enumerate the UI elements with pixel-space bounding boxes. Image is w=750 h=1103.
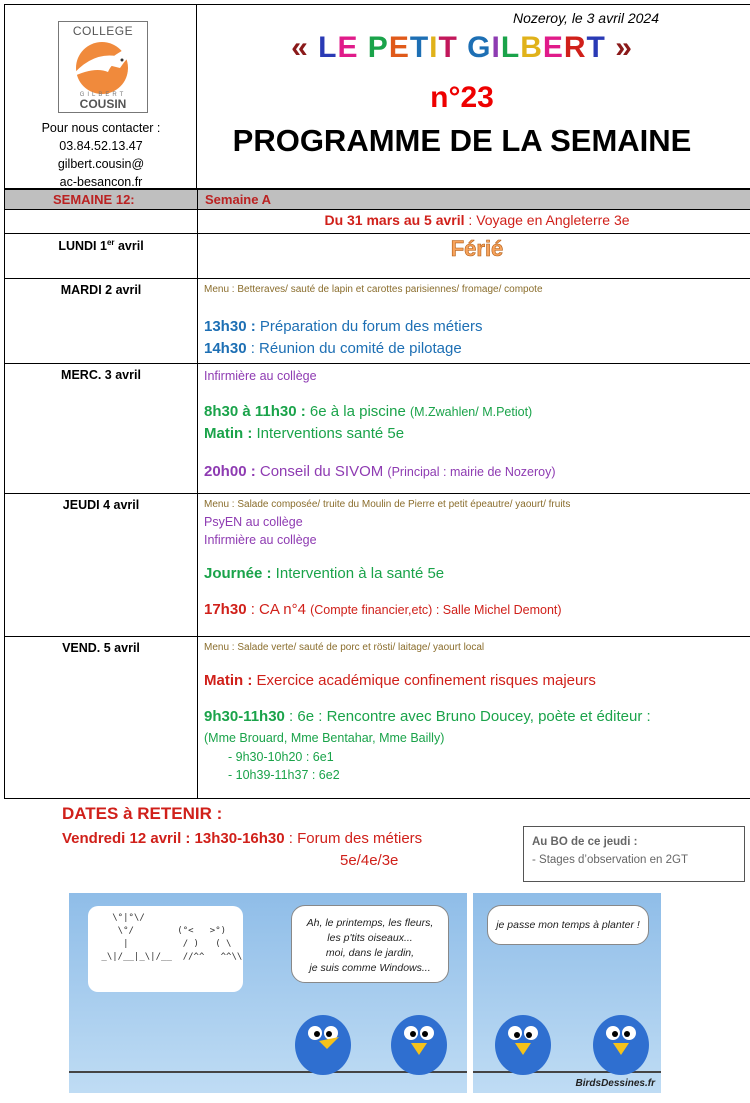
event-text: Préparation du forum des métiers: [255, 318, 483, 335]
bubble-line: moi, dans le jardin,: [325, 947, 415, 959]
menu-line: Menu : Betteraves/ sauté de lapin et carottes parisiennes/ fromage/ compote: [204, 284, 543, 295]
logo-top-text: COLLEGE: [72, 24, 134, 38]
event-text: : Réunion du comité de pilotage: [246, 340, 462, 357]
newsletter-title: [197, 31, 727, 65]
title-letter: E: [388, 31, 410, 64]
event-time: Matin :: [204, 672, 253, 689]
day-row-jeudi: [4, 494, 750, 637]
title-letter: E: [337, 31, 359, 64]
dates-levels: 5e/4e/3e: [340, 852, 399, 869]
title-letter: I: [429, 31, 439, 64]
title-letter: T: [586, 31, 606, 64]
bo-box: [523, 826, 745, 882]
day-row-mercredi: [4, 364, 750, 494]
dates-event: : Forum des métiers: [284, 830, 423, 847]
title-letter: »: [605, 31, 633, 64]
week-type: Semaine A: [205, 192, 271, 207]
event-line: [204, 401, 750, 423]
ascii-art: \°|°\/ \°/ (°< >°) | / ) ( \ _\|/__|_\|/__ //^^ ^^\\: [88, 906, 243, 992]
bo-title: Au BO de ce jeudi :: [532, 836, 638, 848]
event-time: 13h30 :: [204, 318, 256, 335]
day-label: MARDI 2 avril: [60, 283, 142, 297]
week-bar: [4, 189, 750, 210]
title-letter: [358, 31, 367, 64]
event-text: Intervention à la santé 5e: [271, 565, 445, 582]
day-content: [204, 640, 750, 784]
dates-date: Vendredi 12 avril : 13h30-16h30: [62, 830, 285, 847]
day-content: [204, 497, 750, 621]
session-line: - 10h39-11h37 : 6e2: [228, 768, 340, 782]
divider: [197, 494, 198, 636]
logo-small-text: GILBERT: [79, 92, 127, 98]
bird-logo-icon: [64, 38, 144, 94]
title-letter: T: [438, 31, 458, 64]
title-letter: E: [542, 31, 564, 64]
logo-bottom-text: COUSIN: [79, 97, 127, 111]
title-letter: P: [367, 31, 389, 64]
header-left-panel: [5, 5, 197, 188]
menu-line: Menu : Salade composée/ truite du Moulin de Pierre et petit épeautre/ yaourt/ fruits: [204, 499, 571, 510]
event-text: Exercice académique confinement risques majeurs: [252, 672, 596, 689]
holiday-label: Férié: [450, 236, 504, 261]
contact-block: [5, 119, 197, 191]
trip-text: : Voyage en Angleterre 3e: [464, 212, 630, 228]
contact-label: Pour nous contacter :: [41, 121, 161, 135]
event-text: Interventions santé 5e: [252, 425, 405, 442]
bo-item: - Stages d’observation en 2GT: [532, 854, 688, 866]
menu-line: Menu : Salade verte/ sauté de porc et rösti/ laitage/ yaourt local: [204, 642, 485, 653]
info-line: Infirmière au collège: [204, 369, 317, 383]
comic-panel-1: [69, 893, 467, 1093]
two-birds-icon: [487, 1003, 657, 1075]
title-letter: B: [520, 31, 543, 64]
event-line: [204, 599, 750, 621]
event-time: Matin :: [204, 425, 253, 442]
college-logo: [58, 21, 148, 113]
event-line: [204, 461, 750, 483]
event-time: 8h30 à 11h30 :: [204, 403, 306, 420]
bubble-line: les p'tits oiseaux...: [327, 932, 413, 944]
title-letter: [458, 31, 467, 64]
comic-watermark: BirdsDessines.fr: [575, 1078, 655, 1089]
event-time: 14h30: [204, 340, 247, 357]
issue-number: n°23: [430, 81, 494, 114]
day-content: [204, 367, 750, 483]
event-note: (Principal : mairie de Nozeroy): [387, 465, 556, 479]
event-text: : 6e : Rencontre avec Bruno Doucey, poète et éditeur :: [284, 708, 651, 725]
divider: [197, 279, 198, 363]
trip-info: [197, 212, 750, 228]
contact-email-2[interactable]: ac-besancon.fr: [59, 175, 143, 189]
title-letter: T: [409, 31, 430, 64]
title-letter: R: [563, 31, 587, 64]
divider: [197, 637, 198, 798]
event-note: (M.Zwahlen/ M.Petiot): [409, 405, 533, 419]
date-line: Nozeroy, le 3 avril 2024: [512, 10, 659, 26]
event-time: 9h30-11h30: [204, 708, 285, 725]
event-line: [204, 563, 750, 585]
event-line: [204, 706, 750, 728]
day-row-vendredi: [4, 637, 750, 799]
event-text: : CA n°4: [246, 601, 311, 618]
event-text: Conseil du SIVOM: [255, 463, 388, 480]
info-line: PsyEN au collège: [204, 515, 303, 529]
day-row-mardi: [4, 279, 750, 364]
day-row-lundi: [4, 234, 750, 279]
header-box: [4, 4, 750, 189]
event-line: [204, 338, 750, 360]
bubble-line: Ah, le printemps, les fleurs,: [306, 917, 434, 929]
title-letter: «: [291, 31, 319, 64]
event-line: [204, 316, 750, 338]
program-heading: PROGRAMME DE LA SEMAINE: [232, 123, 692, 158]
divider: [197, 190, 198, 209]
trip-row: [4, 210, 750, 234]
title-letter: L: [318, 31, 338, 64]
day-label: MERC. 3 avril: [61, 368, 141, 382]
trip-dates: Du 31 mars au 5 avril: [324, 212, 465, 228]
day-label: JEUDI 4 avril: [62, 498, 140, 512]
event-note: (Compte financier,etc) : Salle Michel Demont): [310, 603, 562, 617]
title-letter: I: [491, 31, 501, 64]
comic-panel-2: [473, 893, 661, 1093]
contact-phone: 03.84.52.13.47: [59, 139, 143, 153]
contact-email-1[interactable]: gilbert.cousin@: [57, 157, 145, 171]
participants-line: (Mme Brouard, Mme Bentahar, Mme Bailly): [204, 731, 445, 745]
session-line: - 9h30-10h20 : 6e1: [228, 750, 334, 764]
event-time: 20h00 :: [204, 463, 256, 480]
bubble-line: je suis comme Windows...: [309, 962, 431, 974]
speech-bubble-1: [291, 905, 449, 983]
day-label: LUNDI 1er avril: [58, 238, 144, 254]
title-letter: L: [500, 31, 521, 64]
speech-bubble-2: je passe mon temps à planter !: [487, 905, 649, 945]
event-time: Journée :: [204, 565, 272, 582]
title-letter: G: [467, 31, 492, 64]
day-label: VEND. 5 avril: [62, 641, 140, 655]
dates-entry: [62, 830, 422, 847]
dates-heading: DATES à RETENIR :: [62, 804, 223, 823]
day-content: [204, 282, 750, 360]
event-text: 6e à la piscine: [305, 403, 410, 420]
event-time: 17h30: [204, 601, 247, 618]
event-line: [204, 670, 750, 692]
event-line: [204, 423, 750, 445]
two-birds-icon: [291, 1003, 461, 1075]
divider: [197, 364, 198, 493]
week-label: SEMAINE 12:: [53, 192, 135, 207]
info-line: Infirmière au collège: [204, 533, 317, 547]
